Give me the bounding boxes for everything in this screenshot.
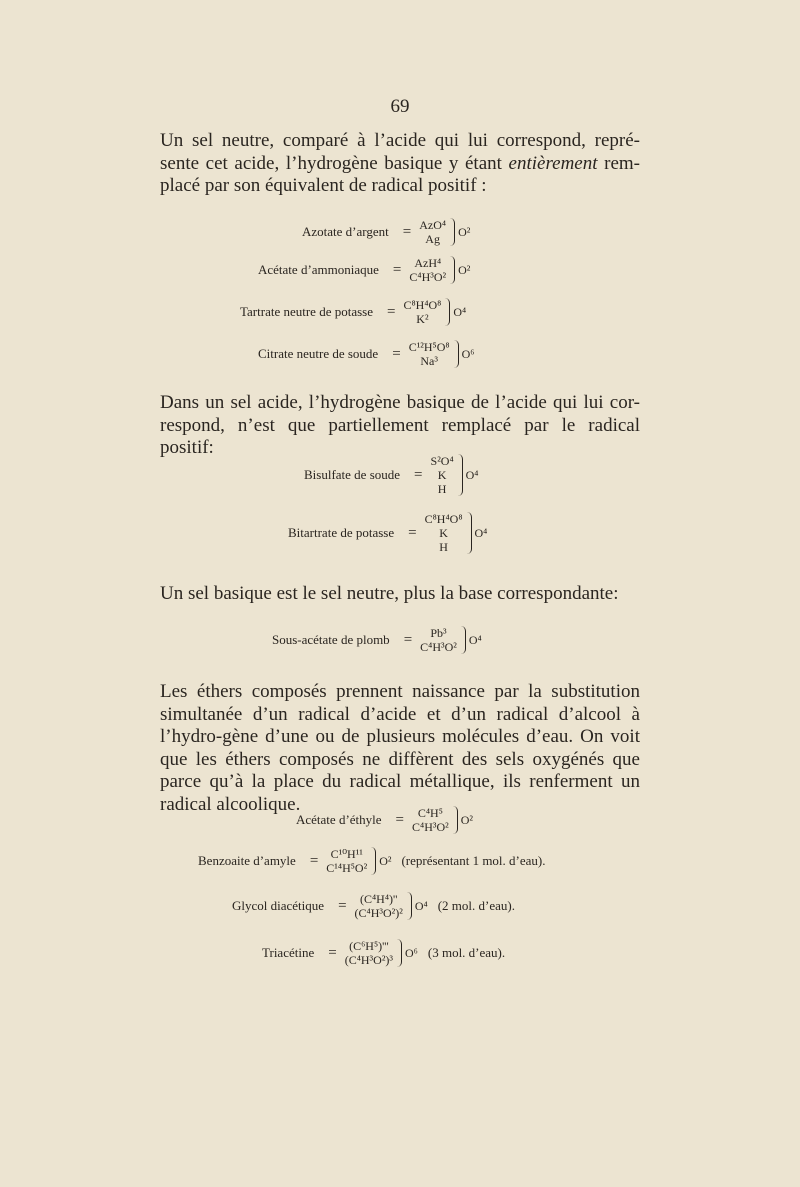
brace [453, 340, 459, 368]
formula-bottom: C⁴H³O² [420, 640, 457, 654]
paragraph-text: Un sel neutre, comparé à l’acide qui lui correspond, repré-sente cet acide, l’hydrogène basique y étant [160, 130, 640, 174]
formula-name: Glycol diacétique [232, 898, 325, 913]
formula-sous-acetate [272, 626, 482, 654]
formula-stack [425, 512, 463, 554]
formula-bisulfate [304, 454, 479, 496]
formula-outer: O⁴ [465, 467, 479, 482]
formula-name: Acétate d’ammoniaque [258, 262, 379, 277]
formula-outer: O⁶ [461, 346, 475, 361]
formula-outer: O² [458, 262, 471, 277]
brace [444, 298, 450, 326]
formula-top: C⁸H⁴O⁸ [424, 512, 463, 526]
formula-outer: O⁴ [453, 304, 467, 319]
formula-stack [420, 626, 457, 654]
formula-name: Acétate d’éthyle [296, 812, 382, 827]
formula-outer: O⁴ [414, 898, 428, 913]
equals-sign: = [392, 345, 401, 362]
formula-outer: O² [458, 224, 471, 239]
equals-sign: = [395, 811, 405, 828]
formula-benzoaite [198, 847, 546, 875]
brace [457, 454, 463, 496]
formula-stack [326, 847, 367, 875]
formula-mid: K [437, 468, 447, 482]
formula-name: Citrate neutre de soude [258, 346, 379, 361]
formula-name: Triacétine [262, 945, 315, 960]
paragraph-sel-neutre [160, 130, 640, 198]
formula-top: C¹⁰H¹¹ [330, 847, 363, 861]
formula-top: C⁴H⁵ [417, 806, 443, 820]
formula-bottom: C⁴H³O² [409, 270, 447, 284]
formula-name: Azotate d’argent [302, 224, 389, 239]
formula-bottom: K² [416, 312, 429, 326]
formula-outer: O⁴ [468, 632, 482, 647]
formula-name: Bisulfate de soude [304, 467, 401, 482]
formula-name: Bitartrate de potasse [288, 525, 395, 540]
brace [370, 847, 376, 875]
formula-outer: O⁴ [474, 525, 488, 540]
equals-sign: = [328, 944, 337, 961]
formula-bottom: H [439, 540, 448, 554]
formula-acetate-ammoniaque [258, 256, 470, 284]
equals-sign: = [402, 223, 412, 240]
formula-stack [412, 806, 449, 834]
formula-triacetine [262, 939, 505, 967]
paragraph-sel-basique: Un sel basique est le sel neutre, plus la base correspondante: [160, 583, 619, 604]
formula-name: Tartrate neutre de potasse [240, 304, 373, 319]
formula-top: (C⁶H⁵)''' [349, 939, 389, 953]
paragraph-ethers: Les éthers composés prennent naissance par la substitution simultanée d’un radical d’acide et d’un radical d’alcool à l’hydro-gène d’une ou de plusieurs molécules d’eau. On voit que les éthers composés ne diffèrent des sels oxygénés que parce qu’à la place du radical métallique, ils renferment un radical alcoolique. [160, 681, 640, 815]
formula-top: (C⁴H⁴)'' [360, 892, 398, 906]
brace [466, 512, 472, 554]
formula-name: Benzoaite d’amyle [198, 853, 296, 868]
paragraph-text: rem-placé par son équivalent de radical positif : [160, 152, 640, 196]
formula-citrate [258, 340, 474, 368]
equals-sign: = [408, 524, 417, 541]
formula-acetate-ethyle [296, 806, 473, 834]
formula-outer: O² [379, 853, 392, 868]
formula-stack [431, 454, 454, 496]
formula-top: C⁸H⁴O⁸ [403, 298, 442, 312]
formula-bottom: C⁴H³O² [412, 820, 449, 834]
equals-sign: = [309, 852, 319, 869]
formula-name: Sous-acétate de plomb [272, 632, 390, 647]
formula-stack [355, 892, 403, 920]
formula-stack [345, 939, 393, 967]
formula-note: (représentant 1 mol. d’eau). [401, 853, 546, 868]
formula-stack [409, 256, 446, 284]
equals-sign: = [338, 897, 347, 914]
formula-glycol [232, 892, 515, 920]
formula-stack [419, 218, 446, 246]
formula-outer: O² [460, 812, 473, 827]
formula-bitartrate [288, 512, 487, 554]
equals-sign: = [414, 466, 423, 483]
formula-azotate [302, 218, 470, 246]
formula-bottom: C¹⁴H⁵O² [326, 861, 368, 875]
formula-stack [409, 340, 450, 368]
formula-bottom: Ag [425, 232, 440, 246]
formula-note: (3 mol. d’eau). [427, 945, 506, 960]
formula-stack [403, 298, 441, 326]
brace [452, 806, 458, 834]
formula-bottom: (C⁴H³O²)² [354, 906, 403, 920]
formula-top: S²O⁴ [430, 454, 454, 468]
brace [396, 939, 402, 967]
emphasis-text: entièrement [508, 152, 598, 174]
formula-top: Pb³ [430, 626, 447, 640]
formula-bottom: H [437, 482, 447, 496]
formula-bottom: Na³ [420, 354, 438, 368]
brace [449, 218, 455, 246]
page-number: 69 [390, 96, 410, 117]
formula-note: (2 mol. d’eau). [437, 898, 515, 913]
formula-bottom: (C⁴H³O²)³ [344, 953, 394, 967]
brace [449, 256, 455, 284]
formula-tartrate [240, 298, 466, 326]
formula-top: C¹²H⁵O⁸ [408, 340, 450, 354]
formula-top: AzO⁴ [419, 218, 447, 232]
paragraph-sel-acide: Dans un sel acide, l’hydrogène basique de l’acide qui lui cor-respond, n’est que partiellement remplacé par le radical positif: [160, 392, 640, 458]
equals-sign: = [403, 631, 413, 648]
equals-sign: = [387, 303, 396, 320]
formula-top: AzH⁴ [414, 256, 442, 270]
formula-mid: K [439, 526, 448, 540]
brace [406, 892, 412, 920]
formula-outer: O⁶ [405, 945, 418, 960]
equals-sign: = [392, 261, 402, 278]
brace [460, 626, 466, 654]
